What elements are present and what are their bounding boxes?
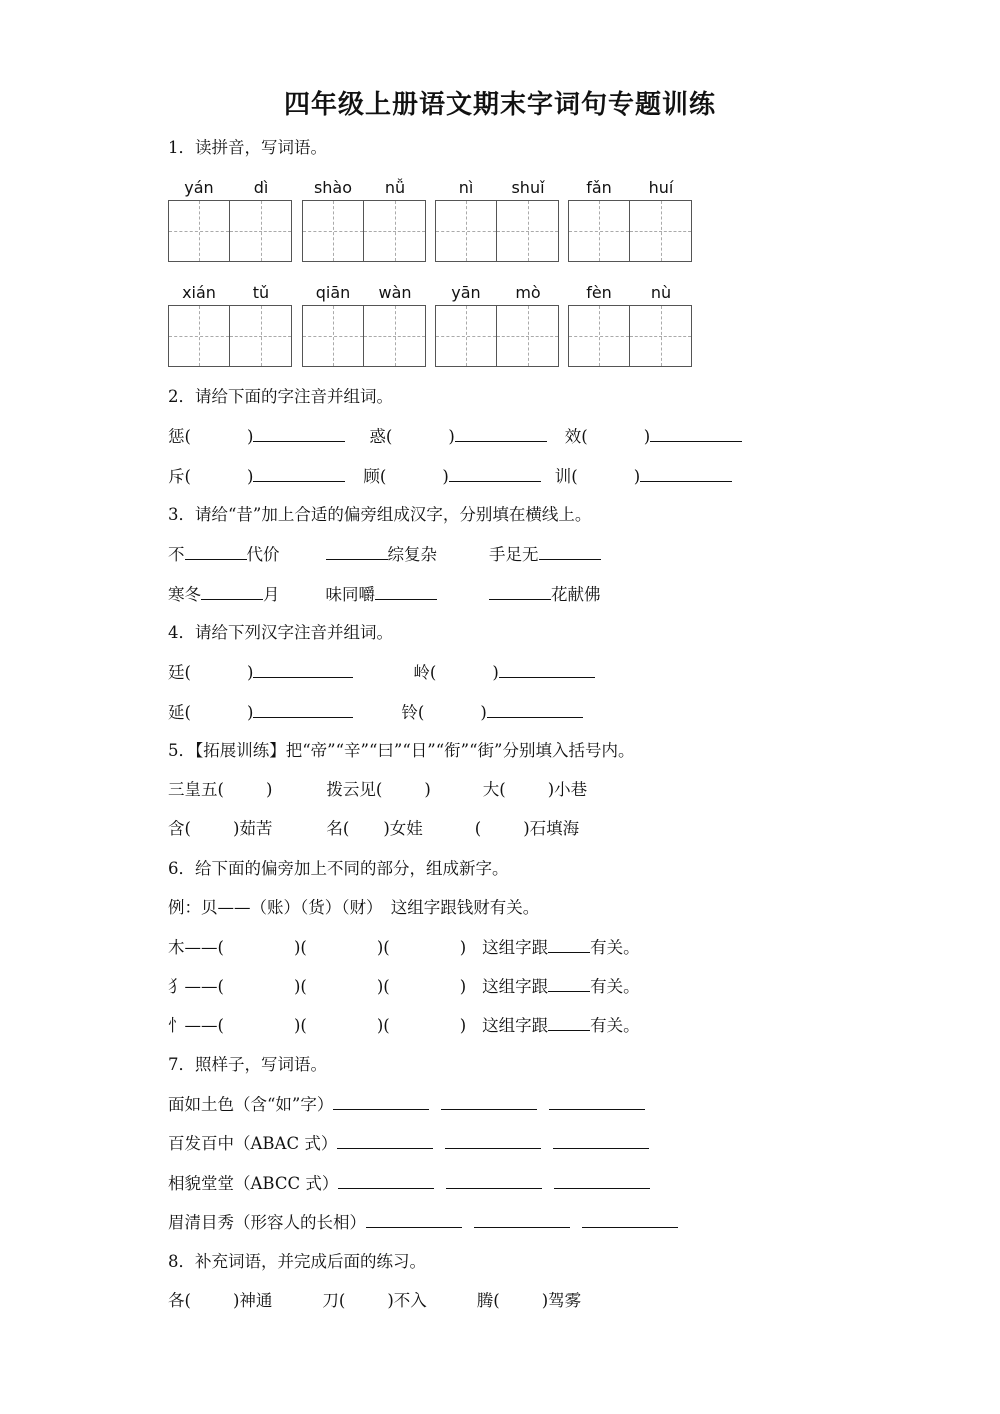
pinyin-word-group [435, 178, 559, 262]
pinyin-word-group [168, 283, 292, 367]
pinyin-label: huí [648, 178, 674, 197]
q7-row-3: 相貌堂堂（ABCC 式） [168, 1170, 650, 1196]
writing-cell[interactable] [435, 200, 497, 262]
q6-row-dog: 犭——( )( )( ) 这组字跟 有关。 [168, 973, 640, 999]
writing-cell[interactable] [230, 200, 292, 262]
pinyin-word-group [568, 283, 692, 367]
answer-blank[interactable] [441, 1091, 537, 1110]
answer-blank[interactable] [554, 1170, 650, 1189]
answer-blank[interactable] [326, 541, 388, 560]
tianzige-boxes [168, 305, 292, 367]
answer-blank[interactable] [487, 699, 583, 718]
answer-blank[interactable] [253, 699, 353, 718]
answer-blank[interactable] [582, 1209, 678, 1228]
q7-row-4: 眉清目秀（形容人的长相） [168, 1209, 678, 1235]
answer-blank[interactable] [253, 423, 345, 442]
pinyin-label: nì [458, 178, 474, 197]
pinyin-label: nǚ [384, 178, 406, 197]
tianzige-boxes [168, 200, 292, 262]
pinyin-word-group [302, 283, 426, 367]
pinyin-label: fèn [586, 283, 612, 302]
q2-char: 效( [564, 427, 588, 446]
writing-cell[interactable] [568, 305, 630, 367]
q2-row-2: 斥( ) 顾( ) 训( ) [168, 463, 732, 489]
answer-blank[interactable] [499, 659, 595, 678]
q7-heading: 7．照样子，写词语。 [168, 1055, 327, 1074]
q6-example: 例：贝——（账）（货）（财） 这组字跟钱财有关。 [168, 898, 540, 917]
q3-heading: 3．请给“昔”加上合适的偏旁组成汉字，分别填在横线上。 [168, 505, 592, 524]
q5-row-2: 含( )茹苦 名( )女娃 ( )石填海 [168, 819, 580, 838]
answer-blank[interactable] [375, 581, 437, 600]
writing-cell[interactable] [497, 200, 559, 262]
answer-blank[interactable] [253, 659, 353, 678]
writing-cell[interactable] [630, 305, 692, 367]
answer-blank[interactable] [337, 1130, 433, 1149]
writing-cell[interactable] [497, 305, 559, 367]
answer-blank[interactable] [201, 581, 263, 600]
pinyin-label: mò [515, 283, 541, 302]
pinyin-label: xián [182, 283, 216, 302]
writing-cell[interactable] [302, 305, 364, 367]
q2-heading: 2．请给下面的字注音并组词。 [168, 387, 393, 406]
q4-heading: 4．请给下列汉字注音并组词。 [168, 623, 393, 642]
answer-blank[interactable] [489, 581, 551, 600]
writing-cell[interactable] [364, 200, 426, 262]
writing-cell[interactable] [630, 200, 692, 262]
tianzige-boxes [435, 200, 559, 262]
writing-cell[interactable] [168, 305, 230, 367]
answer-blank[interactable] [449, 463, 541, 482]
q1-heading: 1．读拼音，写词语。 [168, 138, 327, 157]
pinyin-label: wàn [378, 283, 412, 302]
answer-blank[interactable] [553, 1130, 649, 1149]
q3-row-2: 寒冬 月 味同嚼 花献佛 [168, 581, 601, 607]
answer-blank[interactable] [548, 934, 590, 953]
q7-row-1: 面如土色（含“如”字） [168, 1091, 645, 1117]
answer-blank[interactable] [185, 541, 247, 560]
pinyin-word-group [302, 178, 426, 262]
writing-cell[interactable] [568, 200, 630, 262]
tianzige-boxes [435, 305, 559, 367]
pinyin-label: yán [184, 178, 214, 197]
q6-heading: 6．给下面的偏旁加上不同的部分，组成新字。 [168, 859, 509, 878]
pinyin-label: yān [451, 283, 481, 302]
tianzige-boxes [302, 305, 426, 367]
answer-blank[interactable] [539, 541, 601, 560]
answer-blank[interactable] [333, 1091, 429, 1110]
q8-row-1: 各( )神通 刀( )不入 腾( )驾雾 [168, 1291, 582, 1310]
answer-blank[interactable] [366, 1209, 462, 1228]
q2-char: 斥( [168, 467, 191, 486]
q4-row-1: 廷( ) 岭( ) [168, 659, 595, 685]
writing-cell[interactable] [435, 305, 497, 367]
writing-cell[interactable] [230, 305, 292, 367]
pinyin-word-group [568, 178, 692, 262]
q7-row-2: 百发百中（ABAC 式） [168, 1130, 649, 1156]
tianzige-boxes [568, 200, 692, 262]
q5-heading: 5．【拓展训练】把“帝”“辛”“曰”“日”“衔”“街”分别填入括号内。 [168, 741, 635, 760]
answer-blank[interactable] [650, 423, 742, 442]
pinyin-label: tǔ [252, 283, 270, 302]
q2-char: 惑( [369, 427, 393, 446]
answer-blank[interactable] [640, 463, 732, 482]
tianzige-boxes [302, 200, 426, 262]
pinyin-label: fǎn [586, 178, 612, 197]
pinyin-label: nù [650, 283, 672, 302]
pinyin-label: shuǐ [511, 178, 545, 197]
answer-blank[interactable] [455, 423, 547, 442]
answer-blank[interactable] [338, 1170, 434, 1189]
q8-heading: 8．补充词语，并完成后面的练习。 [168, 1252, 426, 1271]
q2-char: 训( [554, 467, 578, 486]
pinyin-label: dì [253, 178, 269, 197]
q6-row-heart: 忄——( )( )( ) 这组字跟 有关。 [168, 1012, 640, 1038]
q4-row-2: 延( ) 铃( ) [168, 699, 583, 725]
q2-char: 顾( [363, 467, 387, 486]
answer-blank[interactable] [474, 1209, 570, 1228]
answer-blank[interactable] [549, 1091, 645, 1110]
q2-char: 惩( [168, 427, 191, 446]
pinyin-label: shào [313, 178, 353, 197]
q2-row-1: 惩( ) 惑( ) 效( ) [168, 423, 742, 449]
answer-blank[interactable] [548, 1012, 590, 1031]
answer-blank[interactable] [253, 463, 345, 482]
pinyin-word-group [168, 178, 292, 262]
q3-row-1: 不 代价 综复杂 手足无 [168, 541, 601, 567]
answer-blank[interactable] [446, 1170, 542, 1189]
pinyin-word-group [435, 283, 559, 367]
writing-cell[interactable] [364, 305, 426, 367]
q6-row-wood: 木——( )( )( ) 这组字跟 有关。 [168, 934, 640, 960]
writing-cell[interactable] [168, 200, 230, 262]
tianzige-boxes [568, 305, 692, 367]
q5-row-1: 三皇五( ) 拨云见( ) 大( )小巷 [168, 780, 588, 799]
writing-cell[interactable] [302, 200, 364, 262]
answer-blank[interactable] [548, 973, 590, 992]
pinyin-label: qiān [315, 283, 351, 302]
page-title: 四年级上册语文期末字词句专题训练 [283, 90, 716, 120]
answer-blank[interactable] [445, 1130, 541, 1149]
